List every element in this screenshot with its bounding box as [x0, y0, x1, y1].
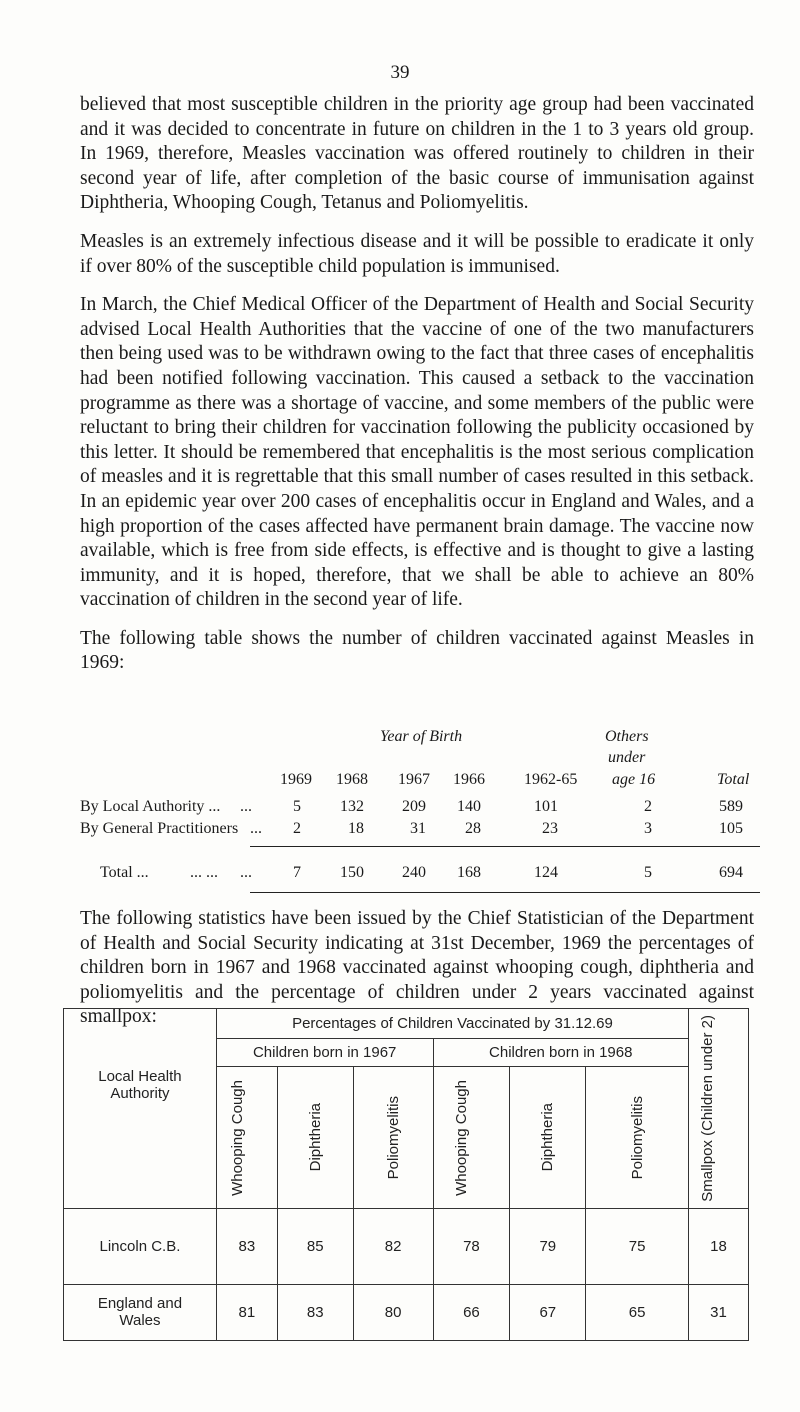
cell: 85: [277, 1208, 353, 1284]
cell: 83: [277, 1284, 353, 1340]
body-text: [80, 93, 754, 690]
total-bottom-rule: [250, 892, 760, 893]
cell: 82: [353, 1208, 433, 1284]
cell: 66: [433, 1284, 510, 1340]
others-header-2: under: [608, 749, 646, 766]
row-dots: ...: [250, 820, 262, 837]
others-header-3: age 16: [612, 771, 656, 788]
cell: 2: [644, 798, 652, 815]
authority-header-cell: [64, 1009, 217, 1209]
others-header-1: Others: [605, 728, 649, 745]
cell: 18: [689, 1208, 749, 1284]
row-dots: ... ...: [190, 864, 218, 881]
smallpox-header: Smallpox (Children under 2): [698, 1015, 716, 1202]
cell: 150: [340, 864, 364, 881]
cell: 694: [719, 864, 743, 881]
col-header-1962-65: 1962-65: [524, 771, 578, 788]
cell: 140: [457, 798, 481, 815]
subhead-polio-1968: Poliomyelitis: [586, 1067, 689, 1209]
vaccination-stats-table: [63, 1008, 749, 1341]
percent-header: Percentages of Children Vaccinated by 31.12.69: [216, 1009, 688, 1039]
cell: 7: [293, 864, 301, 881]
row-dots: ...: [240, 864, 252, 881]
born-1968-header: Children born in 1968: [433, 1038, 689, 1067]
paragraph-4: The following table shows the number of children vaccinated against Measles in 1969:: [80, 627, 754, 674]
cell: 209: [402, 798, 426, 815]
subhead-whooping-1967: Whooping Cough: [216, 1067, 277, 1209]
cell: 18: [348, 820, 364, 837]
cell: 132: [340, 798, 364, 815]
cell: 23: [542, 820, 558, 837]
cell: 65: [586, 1284, 689, 1340]
cell: 5: [644, 864, 652, 881]
cell: 80: [353, 1284, 433, 1340]
cell: 31: [689, 1284, 749, 1340]
row-label-general-practitioners: By General Practitioners: [80, 820, 239, 837]
cell: 240: [402, 864, 426, 881]
paragraph-1: believed that most susceptible children in the priority age group had been vaccinated and it was decided to concentrate in future on children in the 1 to 3 years old group. In 1969, therefore, Measles vaccination was offered routinely to children in their second year of life, after completion of the basic course of immunisation against Diphtheria, Whooping Cough, Tetanus and Poliomyelitis.: [80, 94, 754, 214]
table-row: [64, 1208, 749, 1284]
cell: 5: [293, 798, 301, 815]
cell: 28: [465, 820, 481, 837]
paragraph-2: Measles is an extremely infectious disease and it will be possible to eradicate it only if over 80% of the susceptible child population is immunised.: [80, 230, 754, 277]
cell: 79: [510, 1208, 586, 1284]
table-row: [64, 1284, 749, 1340]
paragraph-5-text: The following statistics have been issued by the Chief Statistician of the Department of Health and Social Security indicating at 31st December, 1969 the percentages of children born in 1967 and 1968 vaccinated against whooping cough, diphtheria and poliomyelitis and the percentage of children under 2 years vaccinated against smallpox:: [80, 908, 754, 1028]
cell: 81: [216, 1284, 277, 1340]
cell: 105: [719, 820, 743, 837]
authority-header: Local Health Authority: [98, 1068, 182, 1103]
cell: 31: [410, 820, 426, 837]
cell: 3: [644, 820, 652, 837]
col-header-1968: 1968: [336, 771, 368, 788]
authority-name: England and Wales: [64, 1284, 217, 1340]
cell: 101: [534, 798, 558, 815]
row-label-local-authority: By Local Authority ...: [80, 798, 221, 815]
cell: 67: [510, 1284, 586, 1340]
subhead-polio-1967: Poliomyelitis: [353, 1067, 433, 1209]
cell: 78: [433, 1208, 510, 1284]
subhead-diphtheria-1967: Diphtheria: [277, 1067, 353, 1209]
subhead-whooping-1968: Whooping Cough: [433, 1067, 510, 1209]
total-top-rule: [250, 846, 760, 847]
cell: 75: [586, 1208, 689, 1284]
col-header-1969: 1969: [280, 771, 312, 788]
cell: 168: [457, 864, 481, 881]
subhead-diphtheria-1968: Diphtheria: [510, 1067, 586, 1209]
cell: 589: [719, 798, 743, 815]
row-label-total: Total ...: [100, 864, 149, 881]
born-1967-header: Children born in 1967: [216, 1038, 433, 1067]
paragraph-3: In March, the Chief Medical Officer of the Department of Health and Social Security advised Local Health Authorities that the vaccine of one of the two manufacturers then being used was to be withdrawn owing to the fact that three cases of encephalitis had been notified following vaccination. This caused a setback to the vaccination programme as there was a shortage of vaccine, and some members of the public were reluctant to bring their children for vaccination following the publicity occasioned by this letter. It should be remembered that encephalitis is the most serious complication of measles and it is regrettable that this small number of cases resulted in this setback. In an epidemic year over 200 cases of encephalitis occur in England and Wales, and a high proportion of the cases affected have permanent brain damage. The vaccine now available, which is free from side effects, is effective and is thought to give a lasting immunity, and it is hoped, therefore, that we shall be able to achieve an 80% vaccination of children in the second year of life.: [80, 294, 754, 611]
col-header-total: Total: [717, 771, 750, 788]
smallpox-header-cell: [689, 1009, 749, 1209]
cell: 83: [216, 1208, 277, 1284]
col-header-1966: 1966: [453, 771, 485, 788]
cell: 124: [534, 864, 558, 881]
year-of-birth-header: Year of Birth: [380, 728, 463, 745]
row-dots: ...: [240, 798, 252, 815]
authority-name: Lincoln C.B.: [64, 1208, 217, 1284]
page-number: 39: [390, 62, 410, 83]
cell: 2: [293, 820, 301, 837]
measles-vaccination-table: [80, 728, 760, 881]
col-header-1967: 1967: [398, 771, 430, 788]
